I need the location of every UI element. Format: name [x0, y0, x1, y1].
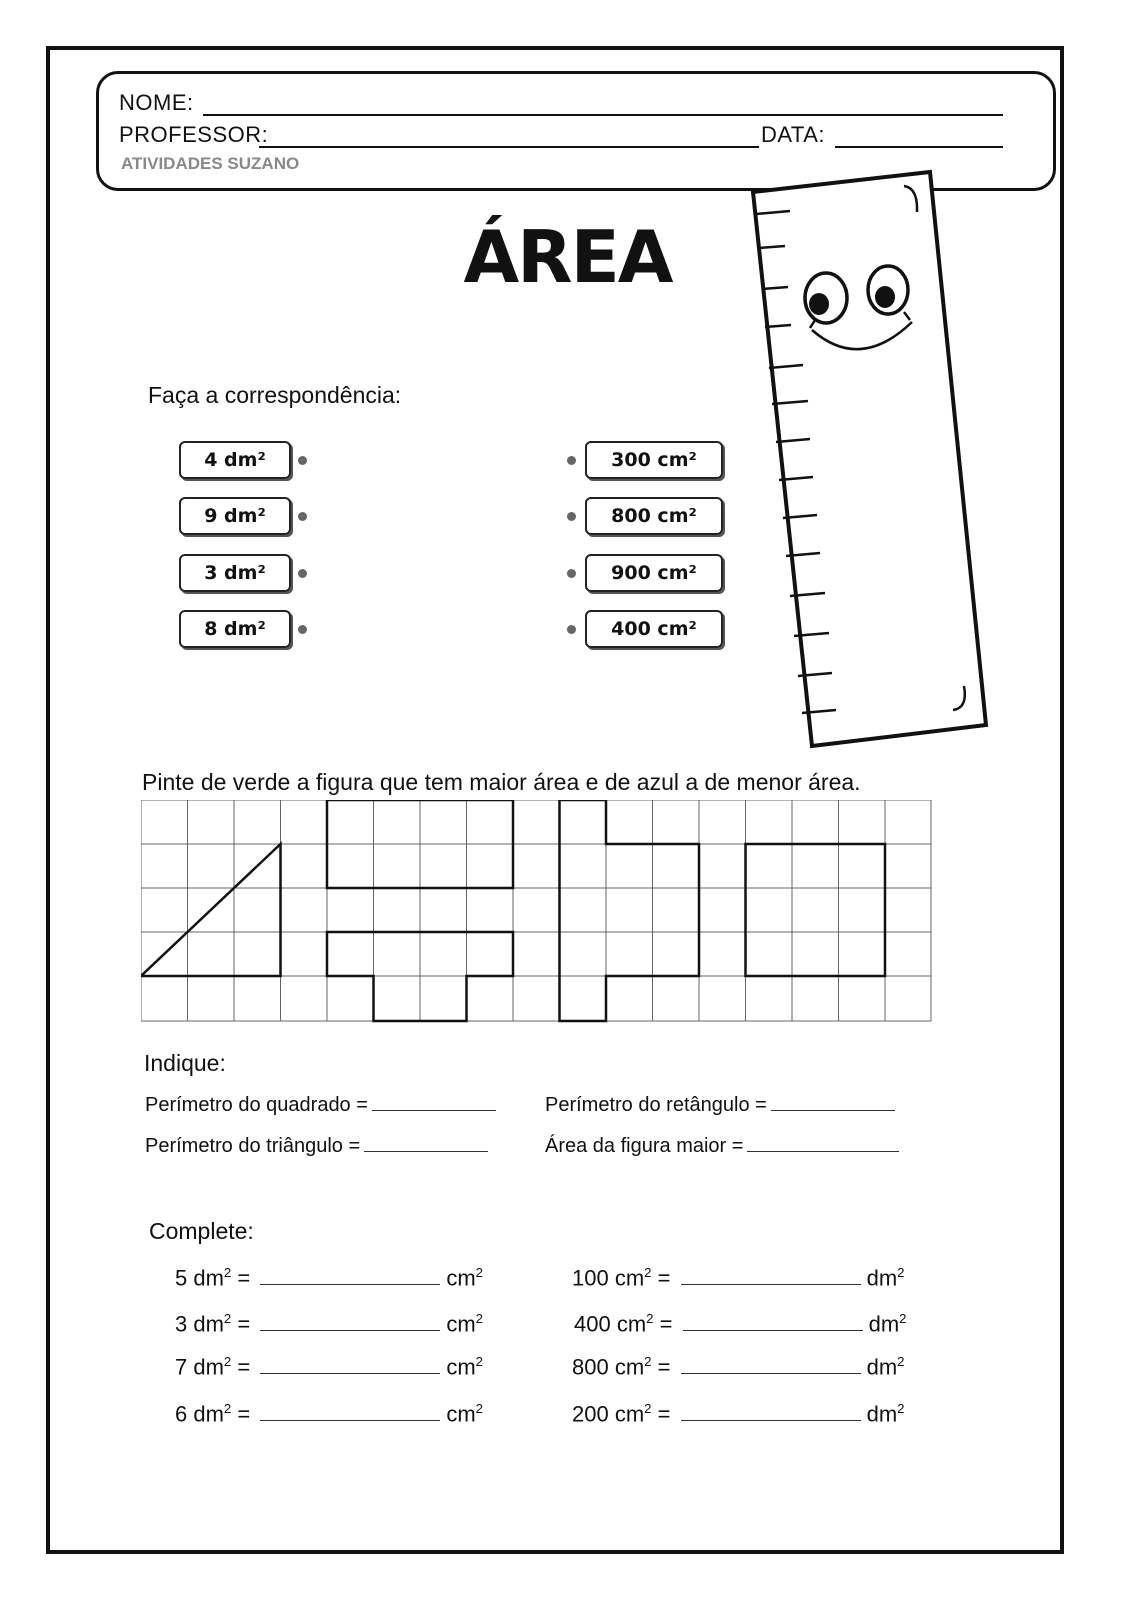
complete-unit: cm [446, 1311, 476, 1337]
match-dot-left-4[interactable] [298, 625, 307, 634]
complete-lhs: 800 cm [572, 1354, 645, 1380]
match-dot-left-1[interactable] [298, 456, 307, 465]
indique-label: Perímetro do retângulo = [545, 1094, 767, 1116]
match-dot-right-3[interactable] [567, 569, 576, 578]
match-left-4: 8 dm² [179, 610, 291, 648]
complete-unit: cm [446, 1265, 476, 1291]
brand-label: ATIVIDADES SUZANO [121, 154, 300, 173]
answer-blank[interactable] [372, 1109, 496, 1111]
complete-unit: dm [866, 1354, 898, 1380]
complete-right-3: 800 $cm^2 = dm^2$ [572, 1354, 905, 1380]
match-right-3: 900 cm² [585, 554, 723, 592]
answer-blank[interactable] [260, 1283, 440, 1285]
complete-left-1: 5 $dm^2 = cm^2$ [175, 1265, 484, 1291]
answer-blank[interactable] [681, 1372, 861, 1374]
indique-label: Área da figura maior = [545, 1135, 744, 1157]
complete-right-2: 400 $cm^2 = dm^2$ [574, 1311, 907, 1337]
complete-unit: dm [868, 1311, 900, 1337]
answer-blank[interactable] [681, 1419, 861, 1421]
date-field[interactable] [835, 146, 1003, 148]
indique-item-4 [545, 1135, 899, 1158]
answer-blank[interactable] [260, 1372, 440, 1374]
match-dot-left-3[interactable] [298, 569, 307, 578]
match-left-1: 4 dm² [179, 441, 291, 479]
teacher-field[interactable] [259, 146, 759, 148]
indique-item-1 [145, 1094, 496, 1117]
complete-lhs: 7 dm [175, 1354, 224, 1380]
answer-blank[interactable] [771, 1109, 895, 1111]
match-dot-right-1[interactable] [567, 456, 576, 465]
complete-unit: dm [866, 1401, 898, 1427]
match-dot-right-4[interactable] [567, 625, 576, 634]
answer-blank[interactable] [260, 1329, 440, 1331]
date-label: DATA: [761, 122, 826, 147]
triangle-shape [141, 844, 281, 976]
complete-unit: dm [866, 1265, 898, 1291]
answer-blank[interactable] [683, 1329, 863, 1331]
indique-label: Perímetro do quadrado = [145, 1094, 368, 1116]
complete-left-2: 3 $dm^2 = cm^2$ [175, 1311, 484, 1337]
complete-lhs: 5 dm [175, 1265, 224, 1291]
complete-lhs: 200 cm [572, 1401, 645, 1427]
name-field[interactable] [203, 114, 1003, 116]
match-left-2: 9 dm² [179, 497, 291, 535]
complete-lhs: 3 dm [175, 1311, 224, 1337]
answer-blank[interactable] [260, 1419, 440, 1421]
answer-blank[interactable] [681, 1283, 861, 1285]
complete-lhs: 400 cm [574, 1311, 647, 1337]
complete-right-1: 100 $cm^2 = dm^2$ [572, 1265, 905, 1291]
answer-blank[interactable] [364, 1150, 488, 1152]
matching-instruction: Faça a correspondência: [148, 382, 402, 408]
complete-left-4: 6 $dm^2 = cm^2$ [175, 1401, 484, 1427]
match-left-3: 3 dm² [179, 554, 291, 592]
name-label: NOME: [119, 90, 194, 115]
match-right-1: 300 cm² [585, 441, 723, 479]
header-box [96, 71, 1056, 191]
answer-blank[interactable] [747, 1150, 899, 1152]
complete-unit: cm [446, 1401, 476, 1427]
indique-label: Perímetro do triângulo = [145, 1135, 361, 1157]
indique-item-2 [545, 1094, 895, 1117]
title-text: ÁREA [463, 215, 672, 299]
paint-instruction: Pinte de verde a figura que tem maior área e de azul a de menor área. [142, 769, 861, 795]
complete-lhs: 6 dm [175, 1401, 224, 1427]
complete-title: Complete: [149, 1218, 254, 1244]
teacher-label: PROFESSOR: [119, 122, 269, 147]
square-shape [746, 844, 886, 976]
l-shape [560, 800, 700, 1021]
complete-right-4: 200 $cm^2 = dm^2$ [572, 1401, 905, 1427]
complete-left-3: 7 $dm^2 = cm^2$ [175, 1354, 484, 1380]
page-title [460, 205, 675, 310]
match-dot-left-2[interactable] [298, 512, 307, 521]
indique-item-3 [145, 1135, 488, 1158]
shapes-grid [141, 800, 933, 1024]
match-dot-right-2[interactable] [567, 512, 576, 521]
match-right-2: 800 cm² [585, 497, 723, 535]
complete-lhs: 100 cm [572, 1265, 645, 1291]
complete-unit: cm [446, 1354, 476, 1380]
indique-title: Indique: [144, 1050, 226, 1076]
match-right-4: 400 cm² [585, 610, 723, 648]
